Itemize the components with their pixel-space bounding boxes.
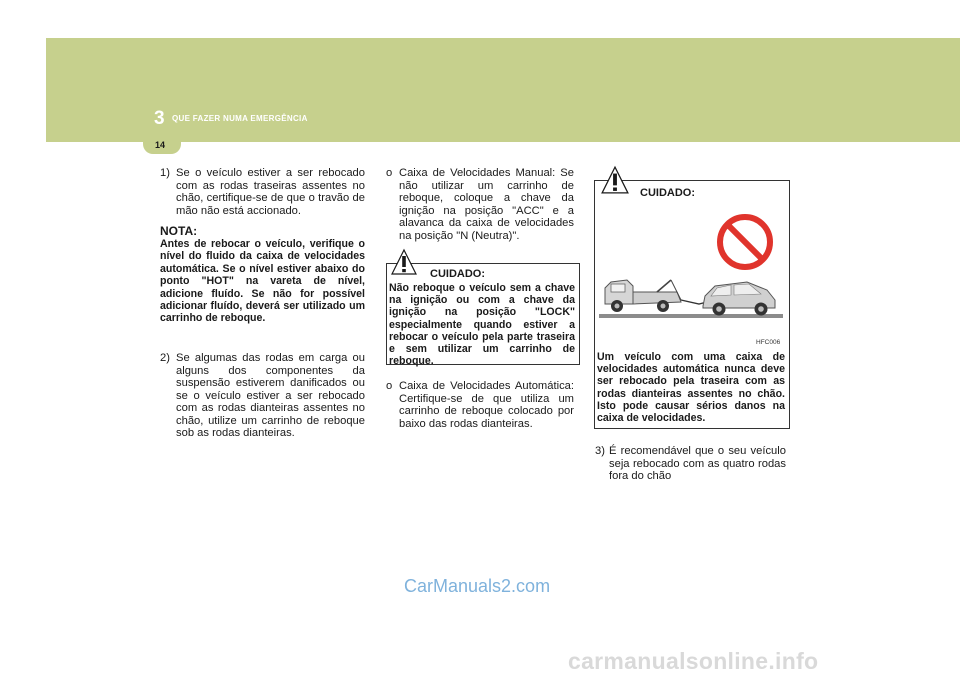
towed-car: [703, 282, 775, 316]
caution-text-towing: Um veículo com uma caixa de velocidades automática nunca deve ser rebocado pela traseira com as rodas dianteiras assentes no chão. Isto pode causar sérios danos na caixa de velocidades.: [597, 351, 785, 425]
auto-bullet: o: [386, 380, 393, 392]
item-3-number: 3): [595, 445, 605, 457]
warning-triangle-icon: [390, 248, 418, 276]
ground-line: [599, 314, 783, 318]
chapter-title: QUE FAZER NUMA EMERGÊNCIA: [172, 114, 308, 123]
item-1-number: 1): [160, 167, 170, 179]
caution-title-ignition: CUIDADO:: [430, 268, 485, 280]
towing-illustration: [597, 206, 785, 330]
watermark-carmanualsonline[interactable]: carmanualsonline.info: [568, 648, 819, 674]
nota-text: Antes de rebocar o veículo, verifique o nível do fluido da caixa de velocidades automática. Se o nível estiver abaixo do ponto "HOT" na vareta de nível, adicione fluído. Se não for possível adicionar fluído, deverá ser utilizado um carrinho de reboque.: [160, 238, 365, 325]
caution-text-ignition: Não reboque o veículo sem a chave na ignição ou com a chave da ignição na posição "LOCK" especialmente quando estiver a rebocar o veículo pela parte traseira e sem utilizar um carrinho de reboque.: [389, 282, 575, 368]
item-1: [160, 167, 365, 217]
manual-transmission-item: [386, 167, 574, 242]
watermark-carmanuals2[interactable]: CarManuals2.com: [404, 576, 551, 596]
tow-truck: [605, 280, 681, 312]
item-3-text: É recomendável que o seu veículo seja rebocado com as quatro rodas fora do chão: [609, 445, 786, 482]
header-band: [46, 38, 960, 142]
chapter-number: 3: [154, 108, 165, 129]
manual-bullet: o: [386, 167, 393, 179]
nota-title: NOTA:: [160, 224, 198, 238]
warning-triangle-icon: [600, 165, 630, 195]
page-number: 14: [155, 140, 166, 150]
item-3: [595, 445, 786, 483]
item-2-number: 2): [160, 352, 170, 364]
item-2-text: Se algumas das rodas em carga ou alguns dos componentes da suspensão estiverem danificados ou se o veículo estiver a ser rebocado com as rodas dianteiras assentes no chão, utilize um carrinho de reboque sob as rodas dianteiras.: [176, 352, 365, 439]
automatic-transmission-item: [386, 380, 574, 430]
manual-transmission-text: Caixa de Velocidades Manual: Se não utilizar um carrinho de reboque, coloque a chave da ignição na posição "ACC" e a alavanca da caixa de velocidades na posição "N (Neutra)".: [399, 167, 574, 242]
caution-title-towing: CUIDADO:: [640, 187, 695, 199]
item-1-text: Se o veículo estiver a ser rebocado com as rodas traseiras assentes no chão, certifique-se de que o travão de mão não está accionado.: [176, 167, 365, 217]
prohibited-sign-icon: [720, 217, 770, 267]
image-code: HFC006: [756, 339, 781, 346]
automatic-transmission-text: Caixa de Velocidades Automática: Certifique-se de que utiliza um carrinho de reboque colocado por baixo das rodas dianteiras.: [399, 380, 574, 430]
item-2: [160, 352, 365, 440]
